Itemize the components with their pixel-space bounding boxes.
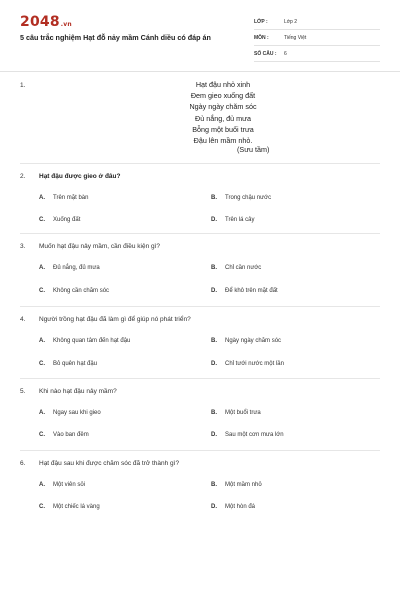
option-d[interactable] [211, 361, 284, 367]
option-text: Một mầm nhỏ [225, 482, 262, 488]
option-letter: C. [39, 217, 45, 223]
meta-value: Tiếng Việt [284, 34, 307, 41]
poem-line: Đủ nắng, đủ mưa [195, 113, 251, 123]
header-divider [0, 71, 400, 72]
meta-label: LỚP : [254, 18, 268, 25]
question-number: 4. [20, 316, 26, 323]
option-letter: A. [39, 482, 45, 488]
divider [20, 450, 380, 451]
logo-tld: .vn [60, 21, 72, 28]
option-a[interactable] [39, 410, 101, 416]
question-text: Hạt đậu được gieo ở đâu? [39, 173, 121, 180]
option-text: Ngày ngày chăm sóc [225, 338, 282, 344]
poem-source: (Sưu tầm) [237, 145, 270, 154]
option-letter: B. [211, 195, 217, 201]
option-text: Ngay sau khi gieo [53, 410, 101, 416]
meta-row-subject [254, 30, 380, 46]
question-text: Hạt đậu sau khi được chăm sóc đã trở thành gì? [39, 460, 180, 467]
option-letter: B. [211, 265, 217, 271]
option-a[interactable] [39, 338, 130, 344]
option-d[interactable] [211, 504, 255, 510]
option-text: Vào ban đêm [53, 432, 89, 438]
option-c[interactable] [39, 504, 100, 510]
question-number: 3. [20, 243, 26, 250]
page-header [0, 0, 400, 72]
option-d[interactable] [211, 217, 254, 223]
option-b[interactable] [211, 338, 281, 344]
option-a[interactable] [39, 482, 85, 488]
option-text: Một viên sỏi [53, 482, 86, 488]
option-d[interactable] [211, 432, 284, 438]
option-a[interactable] [39, 265, 100, 271]
poem-line: Đem gieo xuống đất [190, 91, 256, 101]
meta-info [254, 14, 380, 62]
option-text: Không cần chăm sóc [53, 288, 110, 294]
option-c[interactable] [39, 361, 97, 367]
option-b[interactable] [211, 265, 261, 271]
meta-value: Lớp 2 [284, 18, 298, 25]
option-letter: A. [39, 195, 45, 201]
option-text: Đủ nắng, đủ mưa [53, 265, 100, 271]
option-letter: B. [211, 482, 217, 488]
site-logo[interactable] [20, 14, 72, 30]
option-text: Sau một cơn mưa lớn [225, 432, 284, 438]
question-number: 1. [20, 82, 26, 89]
option-letter: C. [39, 288, 45, 294]
option-letter: D. [211, 432, 217, 438]
option-text: Một hòn đá [225, 504, 256, 510]
question-number: 6. [20, 460, 26, 467]
option-d[interactable] [211, 288, 278, 294]
option-b[interactable] [211, 410, 261, 416]
option-text: Để khô trên mặt đất [225, 288, 278, 294]
option-letter: D. [211, 504, 217, 510]
option-letter: C. [39, 504, 45, 510]
poem-line: Bỗng một buổi trưa [192, 124, 254, 134]
option-letter: B. [211, 410, 217, 416]
logo-text: 2048 [20, 14, 60, 30]
divider [20, 233, 380, 234]
question-text: Người trồng hạt đậu đã làm gì để giúp nó phát triển? [39, 316, 191, 323]
option-text: Trong chậu nước [225, 195, 272, 201]
option-c[interactable] [39, 432, 89, 438]
option-c[interactable] [39, 288, 109, 294]
option-b[interactable] [211, 195, 271, 201]
option-text: Không quan tâm đến hạt đậu [53, 338, 131, 344]
option-letter: A. [39, 338, 45, 344]
option-text: Trên mặt bàn [53, 195, 89, 201]
meta-label: MÔN : [254, 34, 269, 41]
poem-line: Đậu lên mầm nhỏ. [193, 136, 253, 146]
option-letter: D. [211, 288, 217, 294]
poem-line: Hạt đậu nhỏ xinh [195, 80, 251, 89]
divider [20, 306, 380, 307]
option-text: Bỏ quên hạt đậu [53, 361, 98, 367]
option-b[interactable] [211, 482, 262, 488]
question-number: 2. [20, 173, 26, 180]
meta-row-count [254, 46, 380, 62]
option-letter: C. [39, 361, 45, 367]
poem-line: Ngày ngày chăm sóc [189, 102, 257, 112]
page-title: 5 câu trắc nghiệm Hạt đỗ nảy mầm Cánh diều có đáp án [20, 33, 211, 42]
poem [158, 79, 288, 146]
option-letter: D. [211, 361, 217, 367]
option-text: Xuống đất [53, 217, 81, 223]
option-c[interactable] [39, 217, 80, 223]
option-text: Trên lá cây [225, 217, 255, 223]
option-letter: A. [39, 265, 45, 271]
option-letter: D. [211, 217, 217, 223]
question-text: Khi nào hạt đậu nảy mầm? [39, 388, 117, 395]
question-text: Muốn hạt đậu nảy mầm, cần điều kiện gì? [39, 243, 161, 250]
option-letter: A. [39, 410, 45, 416]
option-text: Chỉ cần nước [225, 265, 262, 271]
meta-value: 6 [284, 50, 287, 57]
meta-label: SỐ CÂU : [254, 50, 277, 57]
meta-row-grade [254, 14, 380, 30]
option-letter: B. [211, 338, 217, 344]
option-letter: C. [39, 432, 45, 438]
divider [20, 163, 380, 164]
question-number: 5. [20, 388, 26, 395]
option-text: Một chiếc lá vàng [53, 504, 100, 510]
divider [20, 378, 380, 379]
option-a[interactable] [39, 195, 88, 201]
option-text: Chỉ tưới nước một lần [225, 361, 284, 367]
option-text: Một buổi trưa [225, 410, 261, 416]
